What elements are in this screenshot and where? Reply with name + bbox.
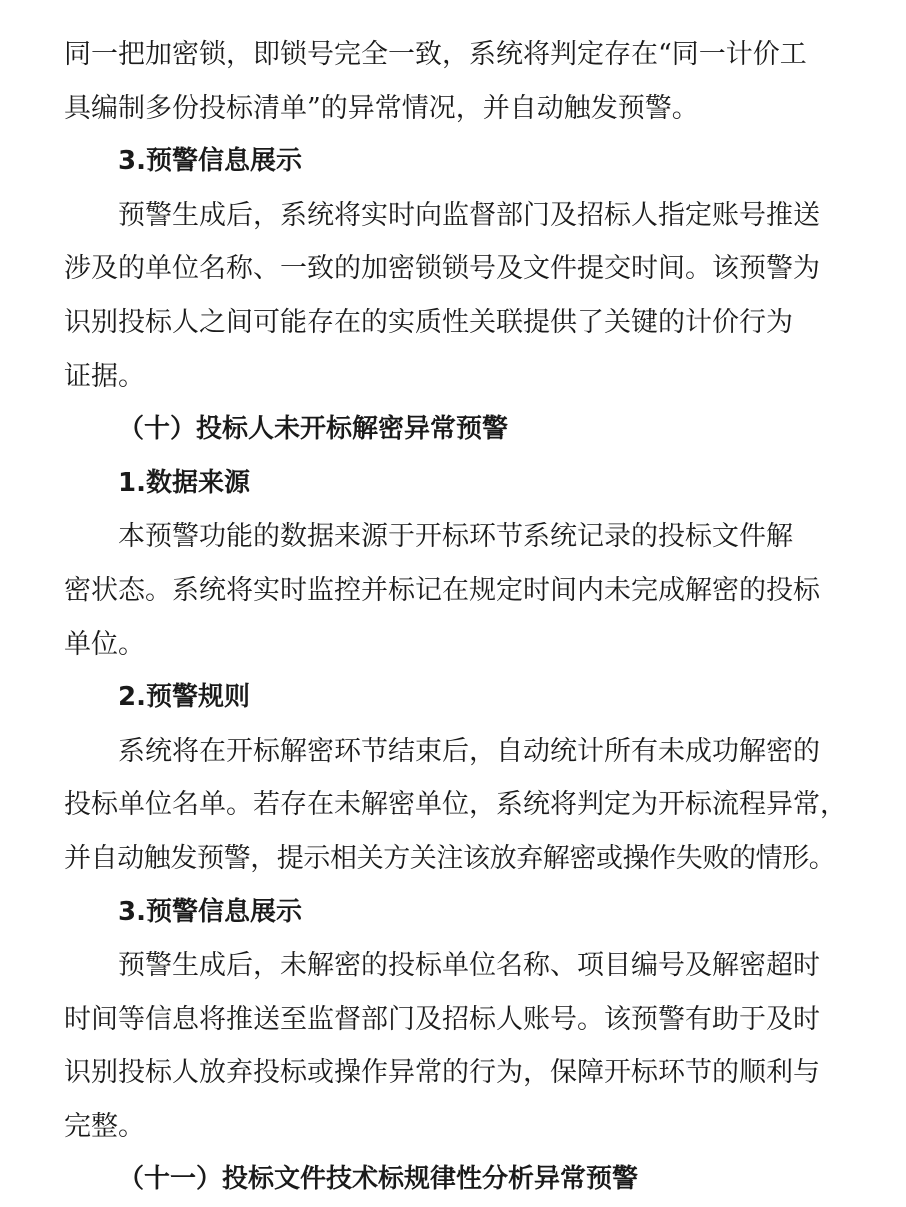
section-heading-10: （十）投标人未开标解密异常预警 <box>118 414 509 445</box>
body-line: 完整。 <box>64 1110 145 1142</box>
body-line: 时间等信息将推送至监督部门及招标人账号。该预警有助于及时 <box>64 1003 820 1035</box>
body-line: 同一把加密锁，即锁号完全一致，系统将判定存在“同一计价工 <box>64 39 807 70</box>
body-line: 识别投标人之间可能存在的实质性关联提供了关键的计价行为 <box>64 306 793 338</box>
body-line: 并自动触发预警，提示相关方关注该放弃解密或操作失败的情形。 <box>64 842 836 874</box>
subheading-warning-info-display: 3.预警信息展示 <box>118 146 302 177</box>
body-line: 具编制多份投标清单”的异常情况，并自动触发预警。 <box>64 92 699 124</box>
body-line: 识别投标人放弃投标或操作异常的行为，保障开标环节的顺利与 <box>64 1057 820 1089</box>
paragraph-first-line: 本预警功能的数据来源于开标环节系统记录的投标文件解 <box>118 521 793 553</box>
body-line: 单位。 <box>64 628 145 660</box>
body-line: 涉及的单位名称、一致的加密锁锁号及文件提交时间。该预警为 <box>64 253 820 285</box>
subheading-data-source: 1.数据来源 <box>118 467 250 498</box>
subheading-warning-rules: 2.预警规则 <box>118 682 250 713</box>
body-line: 证据。 <box>64 360 145 392</box>
body-line: 密状态。系统将实时监控并标记在规定时间内未完成解密的投标 <box>64 574 820 606</box>
body-line: 投标单位名单。若存在未解密单位，系统将判定为开标流程异常， <box>64 789 847 821</box>
paragraph-first-line: 预警生成后，未解密的投标单位名称、项目编号及解密超时 <box>118 950 820 982</box>
paragraph-first-line: 预警生成后，系统将实时向监督部门及招标人指定账号推送 <box>118 199 820 231</box>
subheading-warning-info-display: 3.预警信息展示 <box>118 896 302 927</box>
paragraph-first-line: 系统将在开标解密环节结束后，自动统计所有未成功解密的 <box>118 735 820 767</box>
section-heading-11: （十一）投标文件技术标规律性分析异常预警 <box>118 1164 639 1195</box>
